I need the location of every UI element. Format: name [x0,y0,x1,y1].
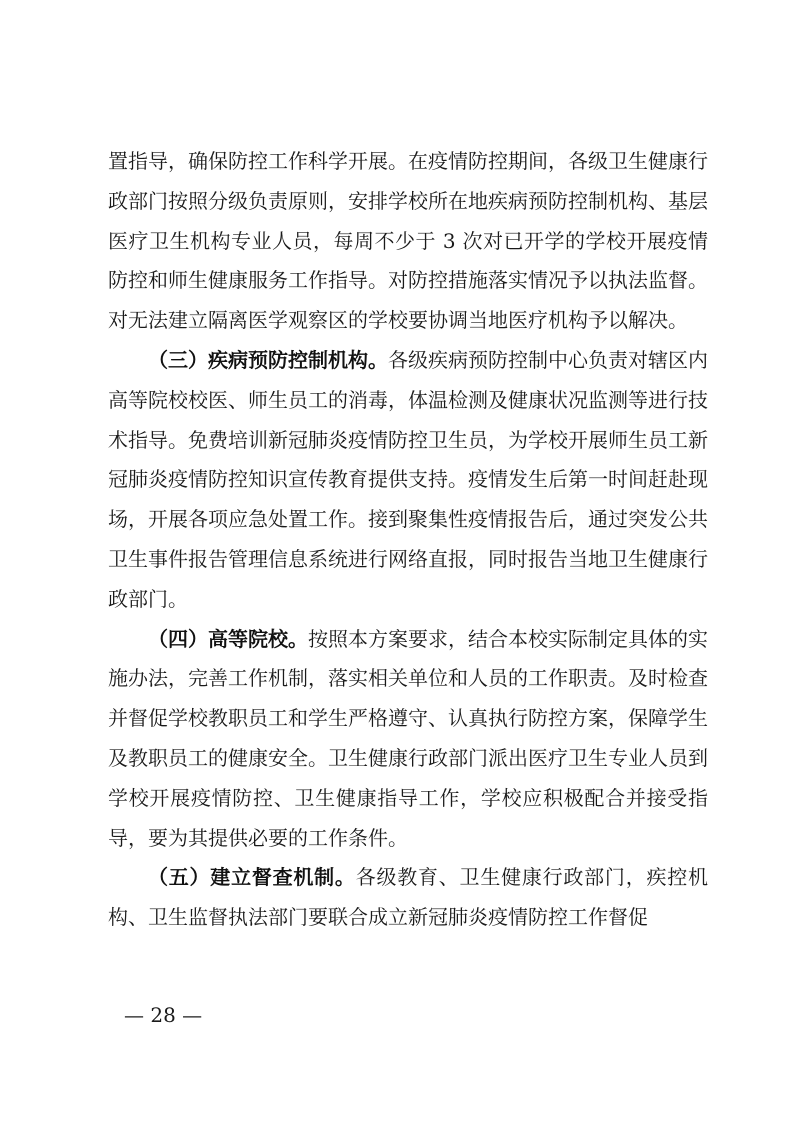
paragraph-supervision [108,858,708,938]
document-body [108,142,708,938]
paragraph-text: 按照本方案要求，结合本校实际制定具体的实施办法，完善工作机制，落实相关单位和人员的工作职责。及时检查并督促学校教职员工和学生严格遵守、认真执行防控方案，保障学生及教职员工的健康安全。卫生健康行政部门派出医疗卫生专业人员到学校开展疫情防控、卫生健康指导工作，学校应积极配合并接受指导，要为其提供必要的工作条件。 [108,626,708,850]
paragraph-heading: （四）高等院校。 [148,626,308,651]
paragraph-text: 置指导，确保防控工作科学开展。在疫情防控期间，各级卫生健康行政部门按照分级负责原则，安排学校所在地疾病预防控制机构、基层医疗卫生机构专业人员，每周不少于 3 次对已开学的学校开展疫情防控和师生健康服务工作指导。对防控措施落实情况予以执法监督。对无法建立隔离医学观察区的学校要协调当地医疗机构予以解决。 [108,149,708,333]
page-number: — 28 — [124,1003,203,1027]
paragraph-continuation [108,142,708,341]
paragraph-disease-control [108,341,708,620]
paragraph-text: 各级教育、卫生健康行政部门，疾控机构、卫生监督执法部门要联合成立新冠肺炎疫情防控工作督促 [108,865,709,930]
paragraph-heading: （五）建立督查机制。 [148,865,356,890]
paragraph-heading: （三）疾病预防控制机构。 [148,347,388,372]
paragraph-universities [108,620,708,859]
paragraph-text: 各级疾病预防控制中心负责对辖区内高等院校校医、师生员工的消毒，体温检测及健康状况监测等进行技术指导。免费培训新冠肺炎疫情防控卫生员，为学校开展师生员工新冠肺炎疫情防控知识宣传教育提供支持。疫情发生后第一时间赶赴现场，开展各项应急处置工作。接到聚集性疫情报告后，通过突发公共卫生事件报告管理信息系统进行网络直报，同时报告当地卫生健康行政部门。 [108,347,708,611]
